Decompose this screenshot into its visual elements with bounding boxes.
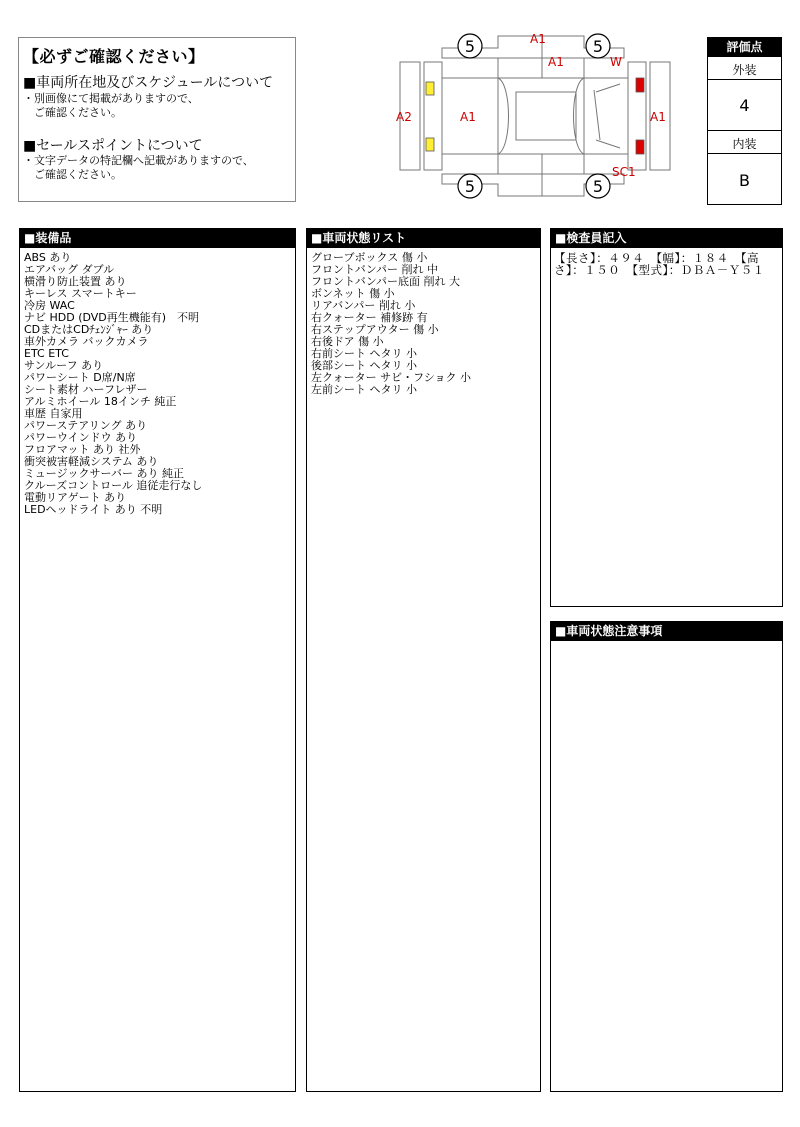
- equipment-item: クルーズコントロール 追従走行なし: [24, 479, 203, 492]
- tire-grade-rear-right: 5: [592, 177, 604, 196]
- equipment-item: CDまたはCDﾁｪﾝｼﾞｬｰ あり: [24, 323, 154, 336]
- condition-item: グローブボックス 傷 小: [311, 251, 428, 264]
- inspector-panel: [550, 228, 783, 607]
- yellow-light-bottom: [426, 138, 434, 151]
- rear-glass-edge: [594, 90, 600, 140]
- equipment-item: 横滑り防止装置 あり: [24, 275, 127, 288]
- notice-box: [18, 37, 296, 202]
- equipment-item: LEDヘッドライト あり 不明: [24, 503, 163, 516]
- condition-list: [311, 252, 471, 396]
- condition-item: ボンネット 傷 小: [311, 287, 395, 300]
- equipment-item: シート素材 ハーフレザー: [24, 383, 148, 396]
- damage-mark-left-side: A2: [396, 110, 412, 124]
- equipment-item: 電動リアゲート あり: [24, 491, 127, 504]
- equipment-item: 車外カメラ バックカメラ: [24, 335, 149, 348]
- equipment-item: パワーシート D席/N席: [24, 371, 136, 384]
- interior-value: B: [739, 171, 750, 190]
- car-damage-diagram: [394, 28, 676, 204]
- equipment-panel: [19, 228, 296, 1092]
- equipment-item: パワーウインドウ あり: [24, 431, 138, 444]
- score-box: [707, 37, 782, 205]
- tire-grade-rear-left: 5: [464, 177, 476, 196]
- yellow-light-top: [426, 82, 434, 95]
- red-light-top: [636, 78, 644, 92]
- exterior-value: 4: [739, 96, 750, 115]
- condition-item: 左クォーター サビ・フショク 小: [311, 371, 472, 384]
- notice-title: 【必ずご確認ください】: [23, 47, 205, 66]
- condition-item: リアバンパー 削れ 小: [311, 299, 416, 312]
- equipment-item: ナビ HDD (DVD再生機能有) 不明: [24, 311, 200, 324]
- damage-mark-right-step: SC1: [612, 165, 636, 179]
- equipment-item: 車歴 自家用: [24, 407, 83, 420]
- equipment-item: サンルーフ あり: [24, 359, 104, 372]
- condition-item: 右ステップアウター 傷 小: [311, 323, 439, 336]
- score-header: 評価点: [708, 38, 781, 57]
- inspector-header: ■検査員記入: [551, 229, 782, 248]
- equipment-list: [24, 252, 202, 516]
- condition-item: 右クォーター 補修跡 有: [311, 311, 428, 324]
- equipment-item: ミュージックサーバー あり 純正: [24, 467, 185, 480]
- condition-item: 左前シート ヘタリ 小: [311, 383, 417, 396]
- left-side-panel: [424, 62, 442, 170]
- condition-item: 右前シート ヘタリ 小: [311, 347, 417, 360]
- equipment-item: 衝突被害軽減システム あり: [24, 455, 159, 468]
- location-schedule-line1: ・別画像にて掲載がありますので、: [23, 92, 199, 105]
- tire-rear-right: [586, 174, 610, 198]
- rear-glass-line-top: [596, 84, 620, 92]
- condition-panel: [306, 228, 541, 1092]
- damage-mark-left-panel: A1: [460, 110, 476, 124]
- tire-grade-front-left: 5: [464, 37, 476, 56]
- rear-glass-line-bottom: [596, 140, 620, 148]
- inspector-text: 【長さ】：４９４ 【幅】：１８４ 【高さ】：１５０ 【型式】：ＤＢＡ－Ｙ５１: [554, 251, 765, 277]
- damage-mark-windshield: W: [610, 55, 622, 69]
- tire-front-right: [586, 34, 610, 58]
- notes-panel: [550, 621, 783, 1092]
- exterior-label: 外装: [732, 63, 757, 77]
- condition-item: フロントバンパー底面 削れ 大: [311, 275, 461, 288]
- tire-front-left: [458, 34, 482, 58]
- location-schedule-heading: ■車両所在地及びスケジュールについて: [23, 75, 274, 91]
- location-schedule-line2: ご確認ください。: [23, 106, 122, 119]
- equipment-item: アルミホイール 18インチ 純正: [24, 395, 177, 408]
- windshield-curve: [498, 78, 509, 154]
- damage-mark-right-side: A1: [650, 110, 666, 124]
- notes-header: ■車両状態注意事項: [551, 622, 782, 641]
- tire-rear-left: [458, 174, 482, 198]
- rear-window-curve: [574, 78, 585, 154]
- equipment-item: ABS あり: [24, 251, 72, 264]
- equipment-item: エアバッグ ダブル: [24, 263, 115, 276]
- sales-point-line2: ご確認ください。: [23, 168, 122, 181]
- roof-outline: [516, 92, 576, 140]
- condition-item: 後部シート ヘタリ 小: [311, 359, 417, 372]
- condition-header: ■車両状態リスト: [307, 229, 540, 248]
- damage-mark-hood: A1: [548, 55, 564, 69]
- damage-mark-front-bumper: A1: [530, 32, 546, 46]
- sales-point-line1: ・文字データの特記欄へ記載がありますので、: [23, 154, 254, 167]
- equipment-item: ETC ETC: [24, 347, 69, 360]
- red-light-bottom: [636, 140, 644, 154]
- sales-point-heading: ■セールスポイントについて: [23, 138, 203, 154]
- equipment-item: パワーステアリング あり: [24, 419, 148, 432]
- interior-label: 内装: [732, 137, 757, 151]
- equipment-item: 冷房 WAC: [24, 299, 75, 312]
- equipment-item: フロアマット あり 社外: [24, 443, 141, 456]
- condition-item: フロントバンパー 削れ 中: [311, 263, 439, 276]
- equipment-item: キーレス スマートキー: [24, 287, 137, 300]
- condition-item: 右後ドア 傷 小: [311, 335, 384, 348]
- tire-grade-front-right: 5: [592, 37, 604, 56]
- equipment-header: ■装備品: [20, 229, 295, 248]
